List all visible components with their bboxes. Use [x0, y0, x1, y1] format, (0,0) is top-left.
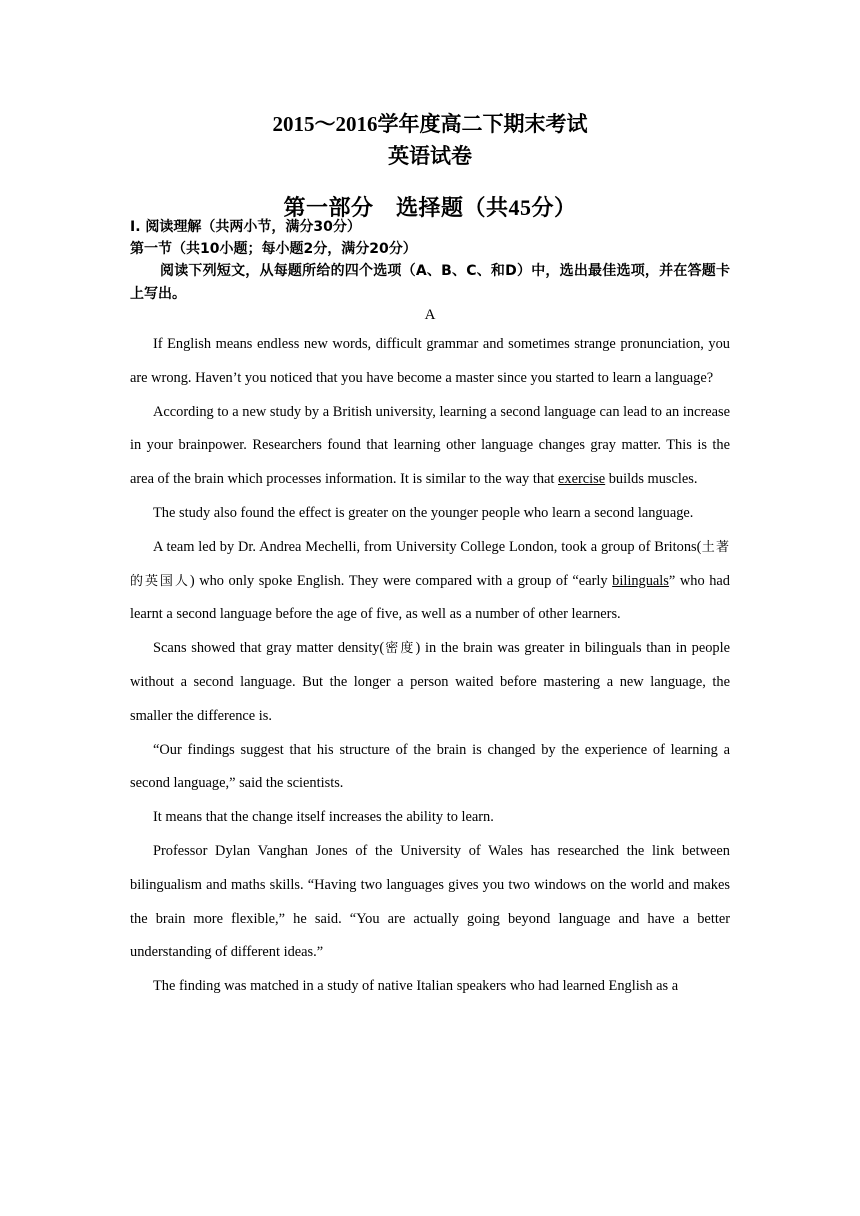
passage-body	[130, 328, 730, 1004]
paragraph-text: A team led by Dr. Andrea Mechelli, from University College London, took a group of Britons(	[153, 538, 702, 555]
part-title-suffix: 分）	[531, 195, 577, 220]
underlined-word: exercise	[558, 471, 606, 488]
paragraph-text: ) who only spoke English. They were compared with a group of “early	[189, 572, 613, 589]
part-title-prefix: 第一部分 选择题（共	[283, 195, 509, 220]
paragraph-text: builds muscles.	[605, 471, 698, 488]
paragraph: The study also found the effect is greater on the younger people who learn a second language.	[153, 504, 694, 521]
exam-title: 2015～2016学年度高二下期末考试	[272, 112, 588, 136]
paragraph: Professor Dylan Vanghan Jones of the University of Wales has researched the link between bilingualism and maths skills. “Having two languages gives you two windows on the world and makes the brain more flexible,” he said. “You are actually going beyond language and have a better understanding of different ideas.”	[130, 842, 730, 961]
paragraph	[130, 396, 730, 497]
paragraph	[130, 531, 730, 632]
paragraph-text: According to a new study by a British university, learning a second language can lead to an increase in your brainpower. Researchers found that learning other language changes gray matter. This is the area of the brain which processes information. It is similar to the way that	[130, 403, 730, 488]
part-title-score: 45	[508, 195, 532, 220]
underlined-word: bilinguals	[612, 572, 669, 589]
passage-label: A	[424, 307, 436, 323]
chinese-gloss: 土著的英国人	[130, 539, 730, 589]
paragraph	[130, 632, 730, 733]
paragraph: The finding was matched in a study of native Italian speakers who had learned English as a	[153, 978, 679, 995]
instructions: 阅读下列短文，从每题所给的四个选项（A、B、C、和D）中，选出最佳选项，并在答题卡上写出。	[130, 263, 730, 302]
paragraph-text: ) in the brain was greater in bilinguals than in people without a second language. But the longer a person waited before mastering a new language, the smaller the difference is.	[130, 640, 730, 724]
paragraph: It means that the change itself increases the ability to learn.	[153, 809, 494, 826]
subsection-heading: 第一节（共10小题；每小题2分，满分20分）	[130, 241, 417, 257]
paragraph: “Our findings suggest that his structure of the brain is changed by the experience of learning a second language,” said the scientists.	[130, 741, 730, 792]
exam-subtitle: 英语试卷	[388, 144, 472, 168]
paragraph-text: Scans showed that gray matter density(	[153, 640, 385, 657]
paragraph-text: ” who had learnt a second language before the age of five, as well as a number of other learners.	[130, 572, 730, 623]
chinese-gloss: 密度	[384, 641, 416, 657]
section-heading: I. 阅读理解（共两小节，满分30分）	[130, 219, 361, 235]
paragraph: If English means endless new words, difficult grammar and sometimes strange pronunciation, you are wrong. Haven’t you noticed that you have become a master since you started to learn a language?	[130, 336, 730, 386]
